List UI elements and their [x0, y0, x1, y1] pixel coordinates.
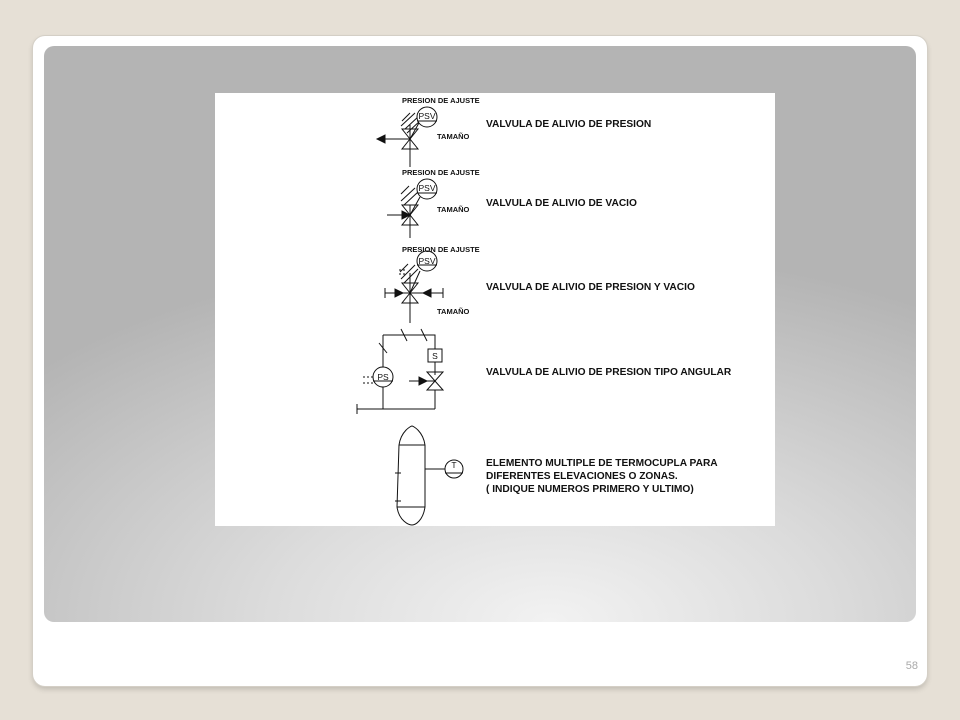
size-label-1: TAMAÑO	[437, 132, 470, 141]
size-label-3: TAMAÑO	[437, 307, 470, 316]
angle-relief-valve-symbol	[357, 329, 443, 414]
solenoid-tag: S	[432, 351, 438, 361]
size-label-2: TAMAÑO	[437, 205, 470, 214]
description-row-3: VALVULA DE ALIVIO DE PRESION Y VACIO	[486, 282, 695, 293]
multipoint-thermocouple-symbol	[395, 426, 463, 525]
description-row-4: VALVULA DE ALIVIO DE PRESION TIPO ANGULAR	[486, 367, 732, 378]
description-row-5-line-3: ( INDIQUE NUMEROS PRIMERO Y ULTIMO)	[486, 484, 694, 495]
legend-diagram	[215, 93, 775, 526]
description-row-5-line-2: DIFERENTES ELEVACIONES O ZONAS.	[486, 471, 678, 482]
psv-tag-1: PSV	[418, 111, 436, 121]
set-pressure-label-2: PRESION DE AJUSTE	[402, 168, 480, 177]
thermocouple-tag: T	[451, 460, 457, 470]
description-row-5-line-1: ELEMENTO MULTIPLE DE TERMOCUPLA PARA	[486, 458, 718, 469]
set-pressure-label-3: PRESION DE AJUSTE	[402, 245, 480, 254]
psv-tag-2: PSV	[418, 183, 436, 193]
description-row-1: VALVULA DE ALIVIO DE PRESION	[486, 119, 652, 130]
psv-tag-3: PSV	[418, 256, 436, 266]
set-pressure-label-1: PRESION DE AJUSTE	[402, 96, 480, 105]
ps-tag: PS	[377, 372, 389, 382]
instrument-legend-figure	[215, 93, 775, 526]
slide-page-number: 58	[905, 660, 918, 672]
description-row-2: VALVULA DE ALIVIO DE VACIO	[486, 198, 637, 209]
